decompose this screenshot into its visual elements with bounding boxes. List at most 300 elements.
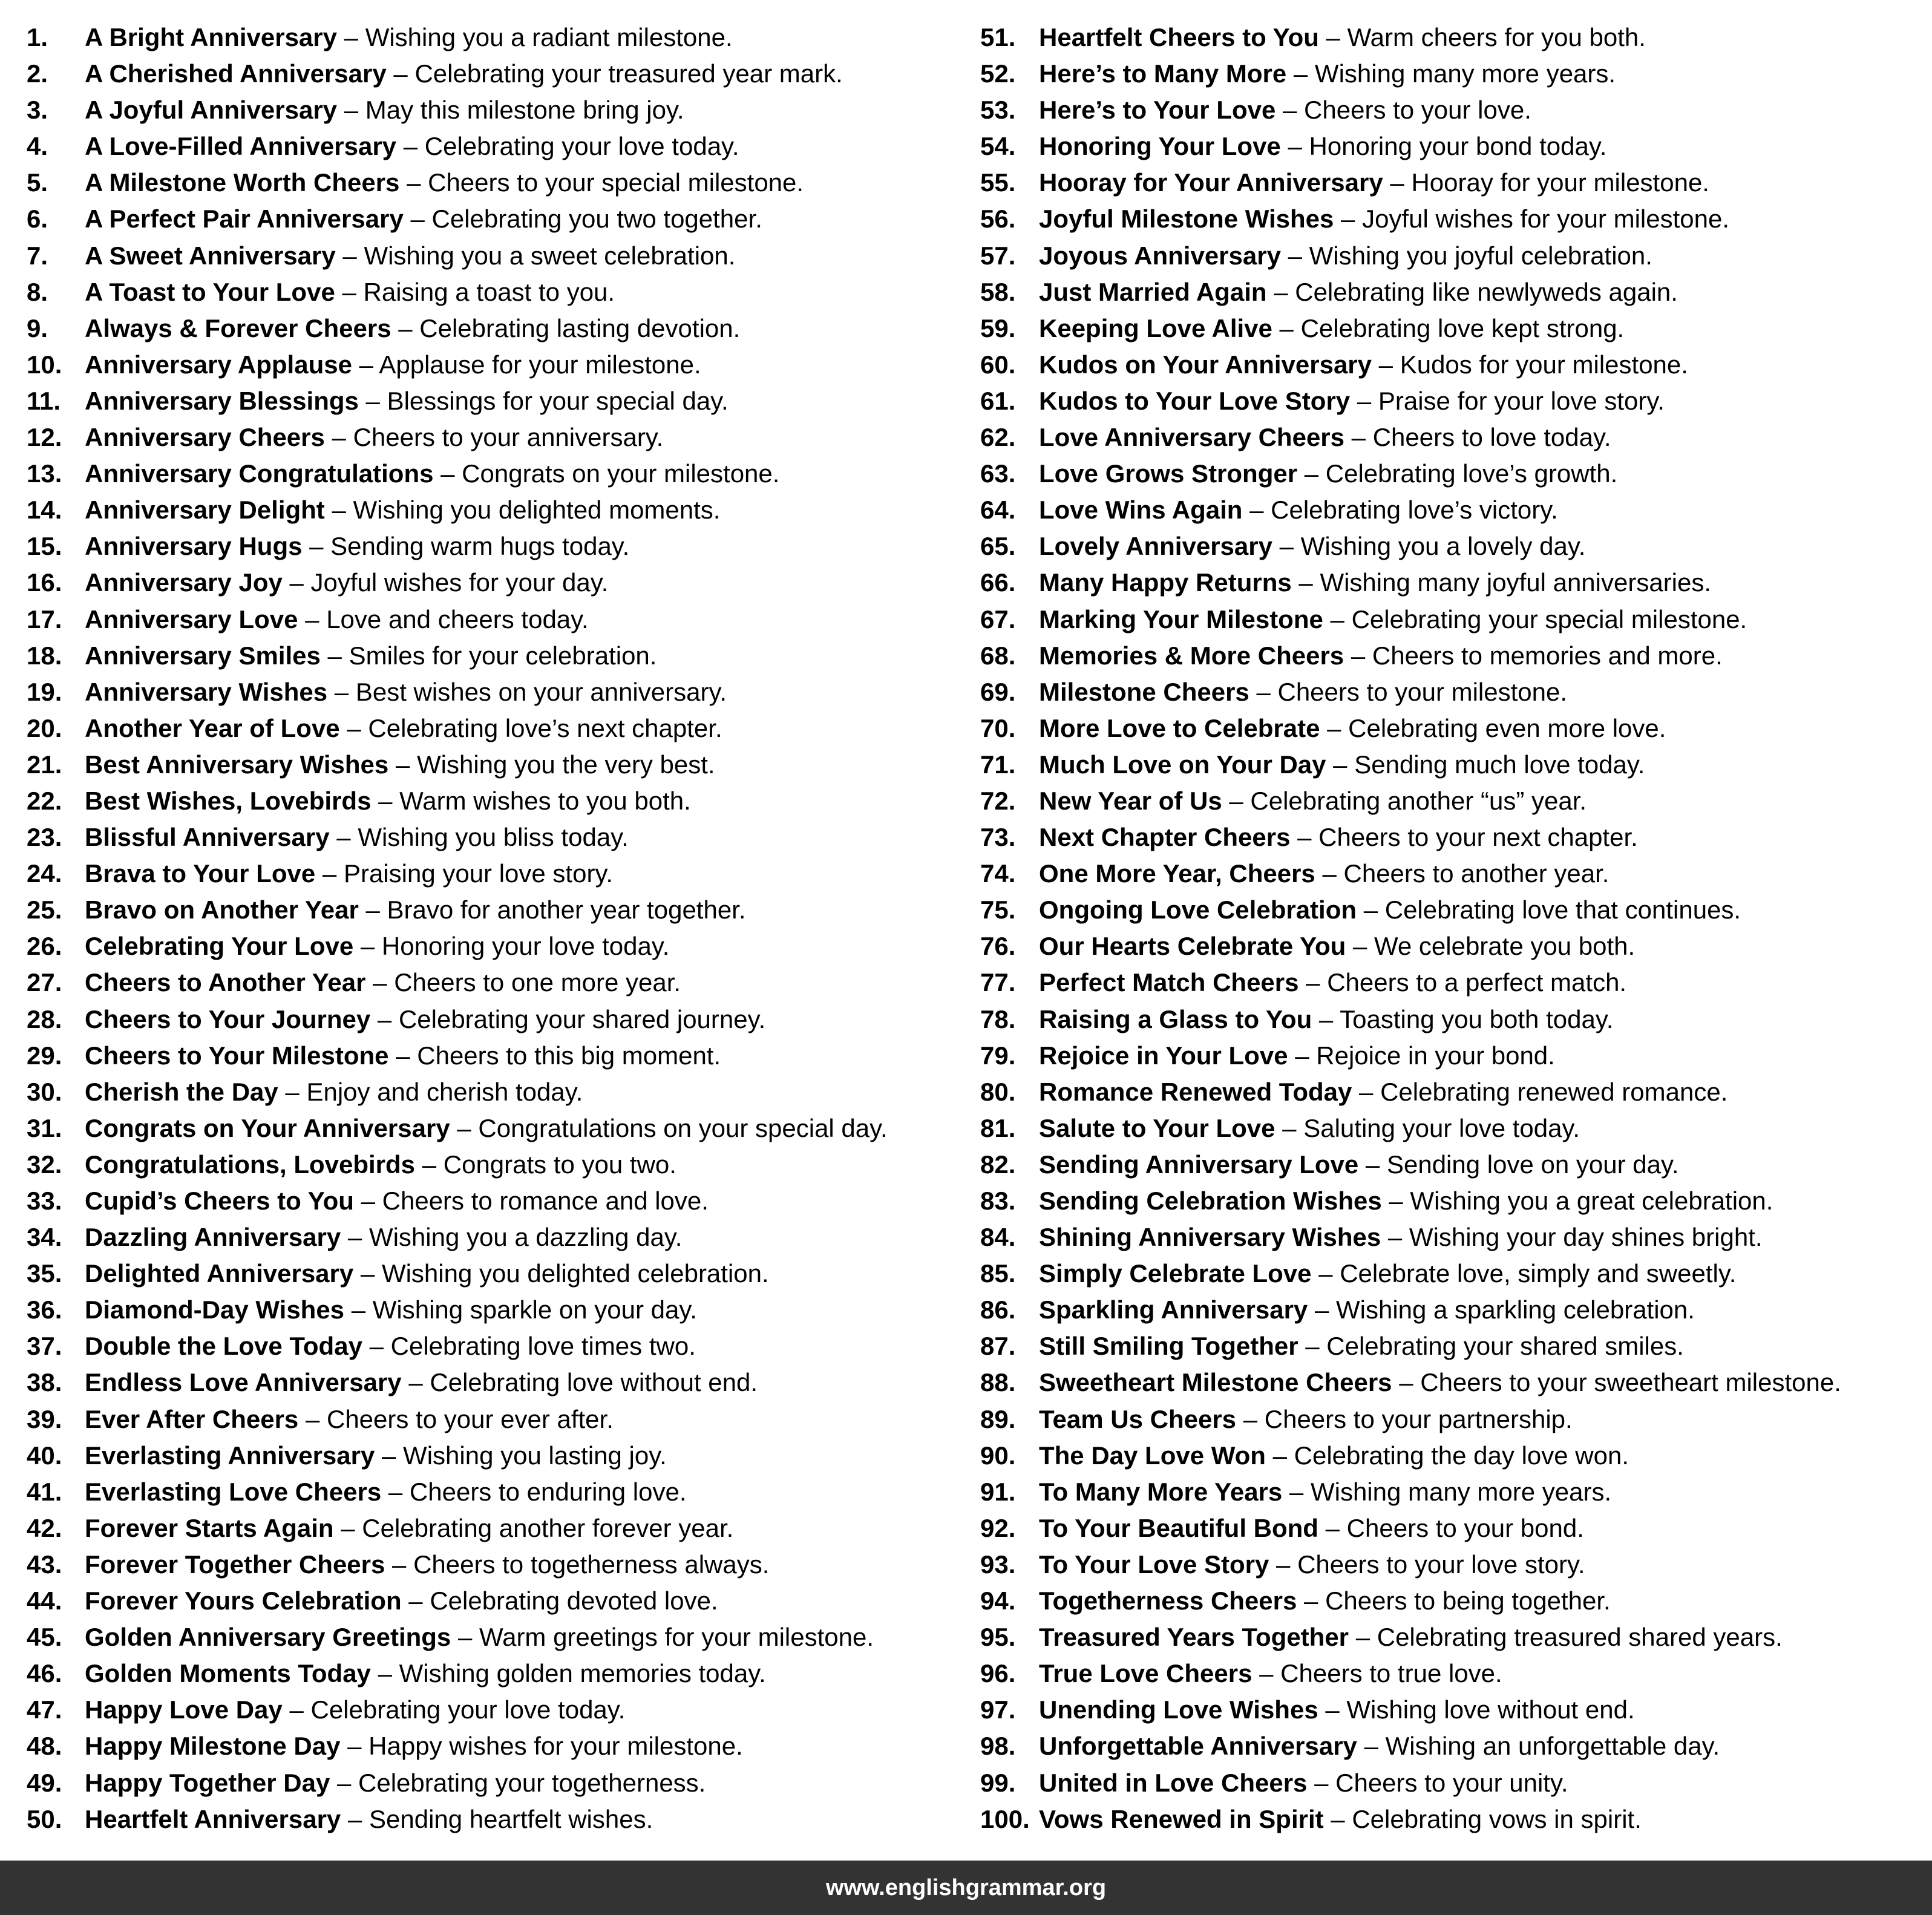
item-title: Sending Celebration Wishes [1039,1187,1382,1215]
item-separator: – [1242,496,1271,525]
item-description: Wishing you joyful celebration. [1309,241,1652,270]
item-text [1039,783,1587,819]
item-description: Sending love on your day. [1386,1150,1679,1179]
list-item [27,1619,958,1655]
item-title: Ever After Cheers [85,1404,299,1433]
list-item [980,856,1924,892]
item-description: Cheers to your bond. [1346,1513,1584,1542]
item-number: 49. [27,1768,62,1797]
item-separator: – [1297,1586,1326,1615]
item-text [85,1692,625,1728]
item-description: Cheers to this big moment. [417,1041,721,1070]
item-text [1039,1692,1635,1728]
item-number: 43. [27,1550,62,1579]
item-separator: – [370,1659,399,1688]
item-description: May this milestone bring joy. [365,96,684,125]
item-description: Cheers to a perfect match. [1327,968,1627,997]
item-description: Congratulations on your special day. [478,1113,888,1142]
item-separator: – [344,1295,373,1324]
item-separator: – [1352,1077,1381,1106]
item-text [1039,638,1723,674]
item-title: Congrats on Your Anniversary [85,1113,450,1142]
list-item [980,1001,1924,1038]
item-title: A Love-Filled Anniversary [85,132,397,161]
item-text [85,56,843,92]
item-title: More Love to Celebrate [1039,713,1320,742]
item-text [85,1038,721,1074]
item-number: 46. [27,1659,62,1688]
item-separator: – [1318,1513,1347,1542]
item-text [1039,492,1558,528]
list-item [980,1655,1924,1692]
item-title: A Sweet Anniversary [85,241,336,270]
item-number: 94. [980,1586,1016,1615]
item-separator: – [1344,641,1372,670]
item-number: 88. [980,1368,1016,1397]
item-separator: – [1298,1332,1327,1361]
item-description: Wishing you the very best. [416,750,715,779]
item-title: Best Anniversary Wishes [85,750,389,779]
item-text [85,1328,696,1364]
item-separator: – [1291,568,1320,597]
list-item [27,856,958,892]
item-description: Warm greetings for your milestone. [479,1623,874,1652]
list-item [27,747,958,783]
item-description: Warm wishes to you both. [399,786,691,815]
list-item [27,347,958,383]
item-text [1039,1183,1773,1219]
item-text [1039,1474,1611,1510]
list-column-left [27,19,958,1838]
item-description: Celebrating love kept strong. [1300,313,1625,342]
item-number: 28. [27,1004,62,1033]
item-text [1039,964,1626,1001]
list-item [27,892,958,928]
item-title: The Day Love Won [1039,1441,1266,1470]
list-item [27,1547,958,1583]
item-number: 66. [980,568,1016,597]
list-item [27,201,958,237]
item-description: Wishing you delighted celebration. [381,1259,769,1288]
item-number: 39. [27,1404,62,1433]
item-number: 69. [980,677,1016,706]
list-item [980,1183,1924,1219]
item-title: Simply Celebrate Love [1039,1259,1312,1288]
item-separator: – [329,823,358,852]
item-description: Wishing you delighted moments. [353,496,721,525]
item-separator: – [1318,23,1347,51]
list-item [27,1765,958,1801]
list-item [980,1547,1924,1583]
item-title: Anniversary Blessings [85,386,359,415]
item-separator: – [388,750,417,779]
item-text [85,165,804,201]
item-text [1039,456,1617,492]
item-title: Here’s to Many More [1039,59,1287,88]
item-number: 55. [980,168,1016,197]
item-number: 98. [980,1732,1016,1761]
item-title: Love Grows Stronger [1039,459,1298,488]
list-item [27,1110,958,1147]
item-description: Blessings for your special day. [387,386,729,415]
item-title: Forever Yours Celebration [85,1586,402,1615]
list-item [27,638,958,674]
item-number: 44. [27,1586,62,1615]
item-number: 21. [27,750,62,779]
item-title: Here’s to Your Love [1039,96,1276,125]
item-separator: – [401,1368,430,1397]
item-separator: – [388,1041,418,1070]
item-title: United in Love Cheers [1039,1768,1308,1797]
item-title: Many Happy Returns [1039,568,1292,597]
item-title: Anniversary Love [85,604,298,633]
item-number: 89. [980,1404,1016,1433]
item-description: Cheers to your love story. [1297,1550,1585,1579]
item-title: Marking Your Milestone [1039,604,1323,633]
item-text [1039,1547,1585,1583]
item-number: 42. [27,1513,62,1542]
item-number: 68. [980,641,1016,670]
item-description: Celebrating love’s victory. [1271,496,1558,525]
item-text [1039,1619,1783,1655]
list-item [27,964,958,1001]
item-separator: – [335,241,364,270]
item-number: 52. [980,59,1016,88]
list-item [980,238,1924,274]
item-description: Cheers to being together. [1325,1586,1611,1615]
item-separator: – [330,1768,358,1797]
list-item [27,310,958,347]
list-item [27,274,958,310]
footer-url[interactable]: www.englishgrammar.org [825,1874,1107,1900]
item-description: We celebrate you both. [1374,932,1636,961]
item-description: Celebrating your togetherness. [358,1768,706,1797]
item-number: 7. [27,241,48,270]
item-description: Honoring your bond today. [1309,132,1607,161]
item-number: 78. [980,1004,1016,1033]
item-separator: – [450,1113,479,1142]
list-item [980,1438,1924,1474]
item-separator: – [1307,1768,1336,1797]
list-item [980,274,1924,310]
item-title: Memories & More Cheers [1039,641,1344,670]
item-description: Wishing you a dazzling day. [368,1223,683,1252]
item-text [1039,565,1711,601]
item-text [85,1401,614,1438]
item-number: 61. [980,386,1016,415]
item-number: 15. [27,532,62,561]
item-description: Wishing sparkle on your day. [372,1295,697,1324]
item-description: Cheers to another year. [1343,859,1609,888]
list-item [27,1438,958,1474]
item-title: Sending Anniversary Love [1039,1150,1359,1179]
list-item [980,128,1924,165]
item-text [85,1728,743,1764]
item-separator: – [1323,1804,1352,1833]
item-text [1039,1292,1695,1328]
item-number: 77. [980,968,1016,997]
item-description: Cheers to togetherness always. [413,1550,770,1579]
list-item [27,528,958,565]
item-number: 51. [980,23,1016,51]
list-item [980,747,1924,783]
item-separator: – [1298,968,1328,997]
item-text [85,1183,709,1219]
item-number: 83. [980,1187,1016,1215]
list-item [980,819,1924,856]
item-title: Anniversary Smiles [85,641,321,670]
list-item [980,492,1924,528]
item-separator: – [353,1187,382,1215]
item-description: Celebrating love times two. [390,1332,696,1361]
item-number: 5. [27,168,48,197]
item-description: Wishing a sparkling celebration. [1335,1295,1695,1324]
item-title: Much Love on Your Day [1039,750,1326,779]
item-title: Cheers to Another Year [85,968,366,997]
item-text [1039,274,1678,310]
item-title: Vows Renewed in Spirit [1039,1804,1324,1833]
item-text [85,783,691,819]
item-number: 6. [27,205,48,234]
item-text [85,1619,874,1655]
item-text [1039,238,1652,274]
item-separator: – [1392,1368,1421,1397]
item-title: Happy Together Day [85,1768,330,1797]
list-item [980,1765,1924,1801]
item-separator: – [386,59,415,88]
item-number: 93. [980,1550,1016,1579]
item-number: 100. [980,1804,1030,1833]
item-number: 2. [27,59,48,88]
item-number: 37. [27,1332,62,1361]
item-title: Happy Love Day [85,1695,283,1724]
list-item [980,1401,1924,1438]
item-title: Anniversary Joy [85,568,283,597]
item-title: Happy Milestone Day [85,1732,341,1761]
item-separator: – [1357,895,1385,925]
list-item [27,1364,958,1401]
item-number: 34. [27,1223,62,1252]
item-title: Everlasting Anniversary [85,1441,375,1470]
item-text [1039,56,1616,92]
list-item [27,1219,958,1255]
list-item [980,601,1924,638]
item-text [85,856,613,892]
item-description: Cheers to your unity. [1335,1768,1568,1797]
item-description: Celebrating like newlyweds again. [1295,277,1678,306]
list-item [27,1655,958,1692]
item-number: 57. [980,241,1016,270]
item-text [85,565,608,601]
item-separator: – [352,350,379,379]
item-text [85,528,629,565]
item-separator: – [327,677,356,706]
item-text [1039,1074,1727,1110]
item-number: 97. [980,1695,1016,1724]
item-separator: – [403,205,432,234]
item-description: Kudos for your milestone. [1400,350,1688,379]
item-title: One More Year, Cheers [1039,859,1315,888]
list-item [980,165,1924,201]
item-description: Wishing golden memories today. [399,1659,766,1688]
item-separator: – [415,1150,444,1179]
item-separator: – [1272,313,1301,342]
item-text [1039,528,1585,565]
item-separator: – [1357,1732,1386,1761]
item-text [1039,819,1638,856]
item-title: Cupid’s Cheers to You [85,1187,354,1215]
list-item [980,1364,1924,1401]
item-number: 23. [27,823,62,852]
list-item [980,1110,1924,1147]
item-number: 99. [980,1768,1016,1797]
item-description: Sending warm hugs today. [330,532,630,561]
item-description: Wishing you a lovely day. [1300,532,1586,561]
list-item [27,456,958,492]
list-item [27,783,958,819]
item-number: 56. [980,205,1016,234]
list-item [980,1074,1924,1110]
item-title: Unforgettable Anniversary [1039,1732,1357,1761]
item-title: Anniversary Applause [85,350,352,379]
item-description: Cheers to your next chapter. [1318,823,1638,852]
item-text [85,1547,769,1583]
item-description: Sending heartfelt wishes. [368,1804,653,1833]
list-item [27,928,958,964]
item-text [1039,1328,1684,1364]
item-text [1039,347,1688,383]
item-number: 31. [27,1113,62,1142]
item-title: Best Wishes, Lovebirds [85,786,372,815]
item-text [1039,928,1635,964]
list-item [27,1147,958,1183]
item-number: 65. [980,532,1016,561]
item-title: Treasured Years Together [1039,1623,1349,1652]
item-separator: – [381,1477,410,1506]
item-text [85,1147,676,1183]
item-separator: – [1349,1623,1377,1652]
list-item [980,347,1924,383]
item-title: Always & Forever Cheers [85,313,391,342]
item-text [1039,1728,1720,1764]
item-description: Wishing you lasting joy. [403,1441,667,1470]
item-title: Blissful Anniversary [85,823,330,852]
item-number: 48. [27,1732,62,1761]
item-separator: – [1350,386,1378,415]
item-number: 4. [27,132,48,161]
item-title: A Toast to Your Love [85,277,335,306]
item-number: 3. [27,96,48,125]
item-title: Keeping Love Alive [1039,313,1272,342]
item-text [85,383,729,419]
item-text [1039,674,1567,710]
item-title: Forever Together Cheers [85,1550,385,1579]
item-text [1039,165,1709,201]
item-number: 82. [980,1150,1016,1179]
item-separator: – [370,1004,399,1033]
item-text [85,19,733,56]
item-text [1039,1438,1629,1474]
item-separator: – [385,1550,414,1579]
item-number: 45. [27,1623,62,1652]
item-text [1039,1401,1573,1438]
item-separator: – [298,1404,327,1433]
item-title: To Your Beautiful Bond [1039,1513,1318,1542]
item-title: Sweetheart Milestone Cheers [1039,1368,1392,1397]
list-item [27,1328,958,1364]
item-separator: – [1265,1441,1294,1470]
item-separator: – [337,23,365,51]
item-number: 20. [27,713,62,742]
list-item [27,1401,958,1438]
item-title: Unending Love Wishes [1039,1695,1318,1724]
item-title: Rejoice in Your Love [1039,1041,1288,1070]
item-number: 96. [980,1659,1016,1688]
list-item [27,19,958,56]
item-title: Next Chapter Cheers [1039,823,1291,852]
item-description: Best wishes on your anniversary. [355,677,727,706]
item-separator: – [1346,932,1374,961]
item-description: Celebrating your shared journey. [398,1004,766,1033]
item-number: 95. [980,1623,1016,1652]
item-text [85,492,720,528]
item-title: New Year of Us [1039,786,1222,815]
item-text [1039,128,1606,165]
item-description: Wishing an unforgettable day. [1385,1732,1720,1761]
item-number: 17. [27,604,62,633]
item-text [1039,1038,1555,1074]
item-description: Cheers to your special milestone. [428,168,804,197]
item-number: 76. [980,932,1016,961]
list-item [27,1255,958,1292]
item-title: A Cherished Anniversary [85,59,387,88]
item-text [85,1074,583,1110]
list-item [27,56,958,92]
list-item [980,1619,1924,1655]
item-description: Sending much love today. [1354,750,1645,779]
item-number: 32. [27,1150,62,1179]
list-item [27,128,958,165]
list-item [27,710,958,747]
item-separator: – [1383,168,1412,197]
item-title: Another Year of Love [85,713,340,742]
list-item [27,1292,958,1328]
list-item [27,419,958,456]
item-separator: – [1323,604,1352,633]
item-description: Wishing you a sweet celebration. [364,241,736,270]
item-description: Congrats to you two. [443,1150,676,1179]
item-text [1039,710,1666,747]
item-title: Kudos to Your Love Story [1039,386,1351,415]
item-separator: – [335,277,364,306]
item-number: 85. [980,1259,1016,1288]
item-separator: – [282,1695,311,1724]
item-title: Love Wins Again [1039,496,1243,525]
item-number: 9. [27,313,48,342]
item-title: Celebrating Your Love [85,932,354,961]
item-title: Lovely Anniversary [1039,532,1272,561]
item-number: 14. [27,496,62,525]
item-description: Cheers to romance and love. [382,1187,709,1215]
item-text [1039,201,1729,237]
list-column-right [980,19,1924,1838]
item-number: 74. [980,859,1016,888]
item-text [85,964,681,1001]
item-description: Warm cheers for you both. [1347,23,1646,51]
item-number: 18. [27,641,62,670]
item-text [85,892,746,928]
item-text [85,1510,733,1547]
